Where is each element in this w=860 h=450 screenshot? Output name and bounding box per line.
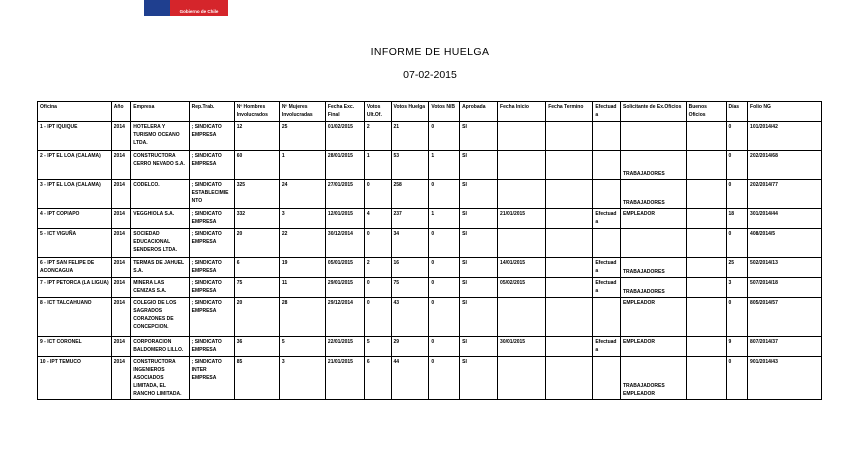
table-cell: 18 <box>726 209 748 229</box>
table-cell <box>686 258 726 278</box>
table-cell: 43 <box>391 298 429 337</box>
table-cell: MINERA LAS CENIZAS S.A. <box>131 278 189 298</box>
table-cell: 0 <box>364 180 391 209</box>
table-cell: 14/01/2015 <box>498 258 546 278</box>
table-cell: CODELCO. <box>131 180 189 209</box>
table-cell: 2014 <box>111 122 130 151</box>
table-cell: 3 <box>279 357 325 400</box>
table-cell: 0 <box>726 180 748 209</box>
table-row <box>38 357 822 400</box>
table-cell: 2 <box>364 258 391 278</box>
column-header: Votos N/B <box>429 102 460 122</box>
table-cell: 901/2014/43 <box>748 357 822 400</box>
table-cell: SI <box>460 337 498 357</box>
table-cell: 0 <box>429 258 460 278</box>
table-cell: TRABAJADORES <box>621 180 687 209</box>
table-cell: 0 <box>726 298 748 337</box>
table-cell: CONSTRUCTORA CERRO NEVADO S.A. <box>131 151 189 180</box>
table-cell: 53 <box>391 151 429 180</box>
table-cell <box>546 278 593 298</box>
table-cell: 21/01/2015 <box>498 209 546 229</box>
table-cell: SI <box>460 122 498 151</box>
table-cell: 27/01/2015 <box>325 180 364 209</box>
table-row <box>38 278 822 298</box>
table-cell <box>546 122 593 151</box>
table-cell: 20 <box>234 229 279 258</box>
table-cell <box>686 209 726 229</box>
column-header: Buenos Oficios <box>686 102 726 122</box>
report-title: INFORME DE HUELGA <box>370 46 490 58</box>
table-cell: 2 <box>364 122 391 151</box>
table-cell: 807/2014/37 <box>748 337 822 357</box>
table-cell: ; SINDICATO EMPRESA <box>189 337 234 357</box>
table-cell: 0 <box>429 337 460 357</box>
column-header: Fecha Inicio <box>498 102 546 122</box>
table-cell: 0 <box>364 278 391 298</box>
column-header: Nº Hombres Involucrados <box>234 102 279 122</box>
strike-report-table <box>37 101 822 400</box>
table-cell: 29/12/2014 <box>325 298 364 337</box>
table-cell <box>621 229 687 258</box>
column-header: Fecha Exc. Final <box>325 102 364 122</box>
table-cell: 16 <box>391 258 429 278</box>
table-cell: 1 <box>429 151 460 180</box>
table-body <box>38 122 822 400</box>
table-cell: 0 <box>429 180 460 209</box>
table-cell: 30/01/2015 <box>498 337 546 357</box>
table-cell: VEGGHIOLA S.A. <box>131 209 189 229</box>
column-header: Rep.Trab. <box>189 102 234 122</box>
table-cell <box>686 229 726 258</box>
table-cell: 22/01/2015 <box>325 337 364 357</box>
table-cell <box>546 229 593 258</box>
table-cell: 5 <box>279 337 325 357</box>
table-cell: 4 <box>364 209 391 229</box>
table-cell: EMPLEADOR <box>621 298 687 337</box>
table-cell: TRABAJADORES <box>621 151 687 180</box>
table-cell: 0 <box>429 122 460 151</box>
table-cell: 0 <box>726 357 748 400</box>
table-cell <box>593 180 621 209</box>
table-cell: 0 <box>429 278 460 298</box>
table-cell: 12 <box>234 122 279 151</box>
table-cell: 0 <box>364 229 391 258</box>
table-cell: 60 <box>234 151 279 180</box>
column-header: Votos Ult.Of. <box>364 102 391 122</box>
table-cell: 6 - IPT SAN FELIPE DE ACONCAGUA <box>38 258 112 278</box>
table-cell <box>498 298 546 337</box>
table-cell: 7 - IPT PETORCA (LA LIGUA) <box>38 278 112 298</box>
table-cell <box>593 229 621 258</box>
table-cell: 9 <box>726 337 748 357</box>
table-cell: ; SINDICATO ESTABLECIMIENTO <box>189 180 234 209</box>
table-cell: 1 - IPT IQUIQUE <box>38 122 112 151</box>
table-cell: 12/01/2015 <box>325 209 364 229</box>
table-cell: 0 <box>429 229 460 258</box>
table-cell: 5 - ICT VIGUÑA <box>38 229 112 258</box>
table-row <box>38 180 822 209</box>
table-cell: 5 <box>364 337 391 357</box>
table-row <box>38 258 822 278</box>
column-header: Solicitante de Ex.Oficios <box>621 102 687 122</box>
table-cell <box>498 122 546 151</box>
table-cell: SI <box>460 258 498 278</box>
column-header: Fecha Termino <box>546 102 593 122</box>
table-cell: 202/2014/68 <box>748 151 822 180</box>
table-cell: 2014 <box>111 337 130 357</box>
gobierno-logo <box>144 0 228 16</box>
table-cell: 301/2014/44 <box>748 209 822 229</box>
logo-text: Gobierno de Chile <box>179 9 219 14</box>
table-cell <box>546 337 593 357</box>
table-cell: 3 <box>279 209 325 229</box>
table-cell: 25 <box>279 122 325 151</box>
table-cell: 0 <box>429 357 460 400</box>
table-row <box>38 151 822 180</box>
table-cell: Efectuada <box>593 258 621 278</box>
table-cell: 0 <box>364 298 391 337</box>
table-cell: 507/2014/18 <box>748 278 822 298</box>
table-cell: 0 <box>726 122 748 151</box>
table-cell: TRABAJADORES EMPLEADOR <box>621 357 687 400</box>
table-cell: 2014 <box>111 209 130 229</box>
table-cell: 10 - IPT TEMUCO <box>38 357 112 400</box>
table-cell <box>686 151 726 180</box>
table-cell <box>546 357 593 400</box>
table-row <box>38 122 822 151</box>
table-cell: SI <box>460 357 498 400</box>
table-cell: Efectuada <box>593 337 621 357</box>
table-cell: 0 <box>726 151 748 180</box>
table-cell: 21/01/2015 <box>325 357 364 400</box>
table-row <box>38 209 822 229</box>
column-header: Aprobada <box>460 102 498 122</box>
table-cell: 2014 <box>111 357 130 400</box>
table-cell: 01/02/2015 <box>325 122 364 151</box>
table-cell <box>593 151 621 180</box>
table-cell: ; SINDICATO INTER EMPRESA <box>189 357 234 400</box>
logo-red-block <box>170 0 228 16</box>
table-cell <box>593 298 621 337</box>
table-cell: 408/2014/5 <box>748 229 822 258</box>
table-cell: 3 <box>726 278 748 298</box>
table-cell: 2014 <box>111 229 130 258</box>
table-cell: 237 <box>391 209 429 229</box>
table-cell: 2 - IPT EL LOA (CALAMA) <box>38 151 112 180</box>
table-cell: TRABAJADORES <box>621 278 687 298</box>
table-cell: 75 <box>234 278 279 298</box>
table-cell: 325 <box>234 180 279 209</box>
table-cell: 24 <box>279 180 325 209</box>
table-cell <box>546 180 593 209</box>
table-cell: 0 <box>726 229 748 258</box>
logo-blue-block <box>144 0 170 16</box>
table-cell: ; SINDICATO EMPRESA <box>189 298 234 337</box>
column-header: Nº Mujeres Involucradas <box>279 102 325 122</box>
table-cell: 34 <box>391 229 429 258</box>
table-cell: TERMAS DE JAHUEL S.A. <box>131 258 189 278</box>
table-cell <box>546 258 593 278</box>
table-cell <box>686 122 726 151</box>
table-cell <box>686 357 726 400</box>
table-cell: 3 - IPT EL LOA (CALAMA) <box>38 180 112 209</box>
table-cell: 1 <box>364 151 391 180</box>
table-cell <box>686 298 726 337</box>
table-cell: 11 <box>279 278 325 298</box>
column-header: Año <box>111 102 130 122</box>
table-cell <box>686 337 726 357</box>
table-cell: ; SINDICATO EMPRESA <box>189 209 234 229</box>
table-row <box>38 298 822 337</box>
column-header: Folio NG <box>748 102 822 122</box>
table-cell: 85 <box>234 357 279 400</box>
table-cell: SI <box>460 229 498 258</box>
table-cell: Efectuada <box>593 209 621 229</box>
table-cell <box>546 298 593 337</box>
table-cell: 20 <box>234 298 279 337</box>
table-cell: SI <box>460 278 498 298</box>
table-cell <box>498 151 546 180</box>
table-cell: CORPORACION BALDOMERO LILLO. <box>131 337 189 357</box>
table-cell: 36 <box>234 337 279 357</box>
table-cell: 28 <box>279 298 325 337</box>
table-cell: HOTELERA Y TURISMO OCEANO LTDA. <box>131 122 189 151</box>
table-cell: Efectuada <box>593 278 621 298</box>
table-cell: 6 <box>364 357 391 400</box>
table-cell: 05/02/2015 <box>498 278 546 298</box>
table-cell: 502/2014/13 <box>748 258 822 278</box>
table-cell: 101/2014/42 <box>748 122 822 151</box>
table-cell <box>686 180 726 209</box>
table-cell: 2014 <box>111 278 130 298</box>
table-cell: SI <box>460 298 498 337</box>
table-cell: 2014 <box>111 180 130 209</box>
table-cell: 75 <box>391 278 429 298</box>
table-cell: SI <box>460 180 498 209</box>
column-header: Empresa <box>131 102 189 122</box>
table-cell <box>498 229 546 258</box>
table-cell: EMPLEADOR <box>621 337 687 357</box>
table-cell: 2014 <box>111 298 130 337</box>
table-cell: 29/01/2015 <box>325 278 364 298</box>
table-cell: 22 <box>279 229 325 258</box>
table-cell: 8 - ICT TALCAHUANO <box>38 298 112 337</box>
table-cell <box>686 278 726 298</box>
table-cell: 1 <box>279 151 325 180</box>
table-cell: COLEGIO DE LOS SAGRADOS CORAZONES DE CONCEPCION. <box>131 298 189 337</box>
table-cell: 44 <box>391 357 429 400</box>
table-cell: 4 - IPT COPIAPO <box>38 209 112 229</box>
table-cell: ; SINDICATO EMPRESA <box>189 258 234 278</box>
table-cell: SOCIEDAD EDUCACIONAL SENDEROS LTDA. <box>131 229 189 258</box>
table-cell: CONSTRUCTORA INGENIEROS ASOCIADOS LIMITADA, EL RANCHO LIMITADA. <box>131 357 189 400</box>
column-header: Días <box>726 102 748 122</box>
column-header: Oficina <box>38 102 112 122</box>
table-cell: 25 <box>726 258 748 278</box>
table-cell <box>546 151 593 180</box>
table-row <box>38 337 822 357</box>
table-cell: 19 <box>279 258 325 278</box>
table-cell: 2014 <box>111 258 130 278</box>
table-cell: ; SINDICATO EMPRESA <box>189 278 234 298</box>
table-cell: ; SINDICATO EMPRESA <box>189 229 234 258</box>
column-header: Votos Huelga <box>391 102 429 122</box>
table-cell: 202/2014/77 <box>748 180 822 209</box>
table-cell: 2014 <box>111 151 130 180</box>
table-cell: 805/2014/57 <box>748 298 822 337</box>
table-header-row <box>38 102 822 122</box>
table-cell: 28/01/2015 <box>325 151 364 180</box>
table-cell: 29 <box>391 337 429 357</box>
table-cell <box>621 122 687 151</box>
table-cell <box>498 180 546 209</box>
table-cell: 21 <box>391 122 429 151</box>
table-cell: 30/12/2014 <box>325 229 364 258</box>
table-cell <box>593 122 621 151</box>
table-cell <box>498 357 546 400</box>
table-cell: SI <box>460 151 498 180</box>
table-cell: 332 <box>234 209 279 229</box>
table-cell: 0 <box>429 298 460 337</box>
table-cell <box>593 357 621 400</box>
table-cell: SI <box>460 209 498 229</box>
table-cell: ; SINDICATO EMPRESA <box>189 151 234 180</box>
table-cell: EMPLEADOR <box>621 209 687 229</box>
table-cell: 9 - ICT CORONEL <box>38 337 112 357</box>
table-cell: 6 <box>234 258 279 278</box>
column-header: Efectuada <box>593 102 621 122</box>
report-date: 07-02-2015 <box>403 69 457 81</box>
table-cell: ; SINDICATO EMPRESA <box>189 122 234 151</box>
table-row <box>38 229 822 258</box>
table-cell: 05/01/2015 <box>325 258 364 278</box>
table-cell: TRABAJADORES <box>621 258 687 278</box>
table-cell <box>546 209 593 229</box>
table-cell: 258 <box>391 180 429 209</box>
table-cell: 1 <box>429 209 460 229</box>
